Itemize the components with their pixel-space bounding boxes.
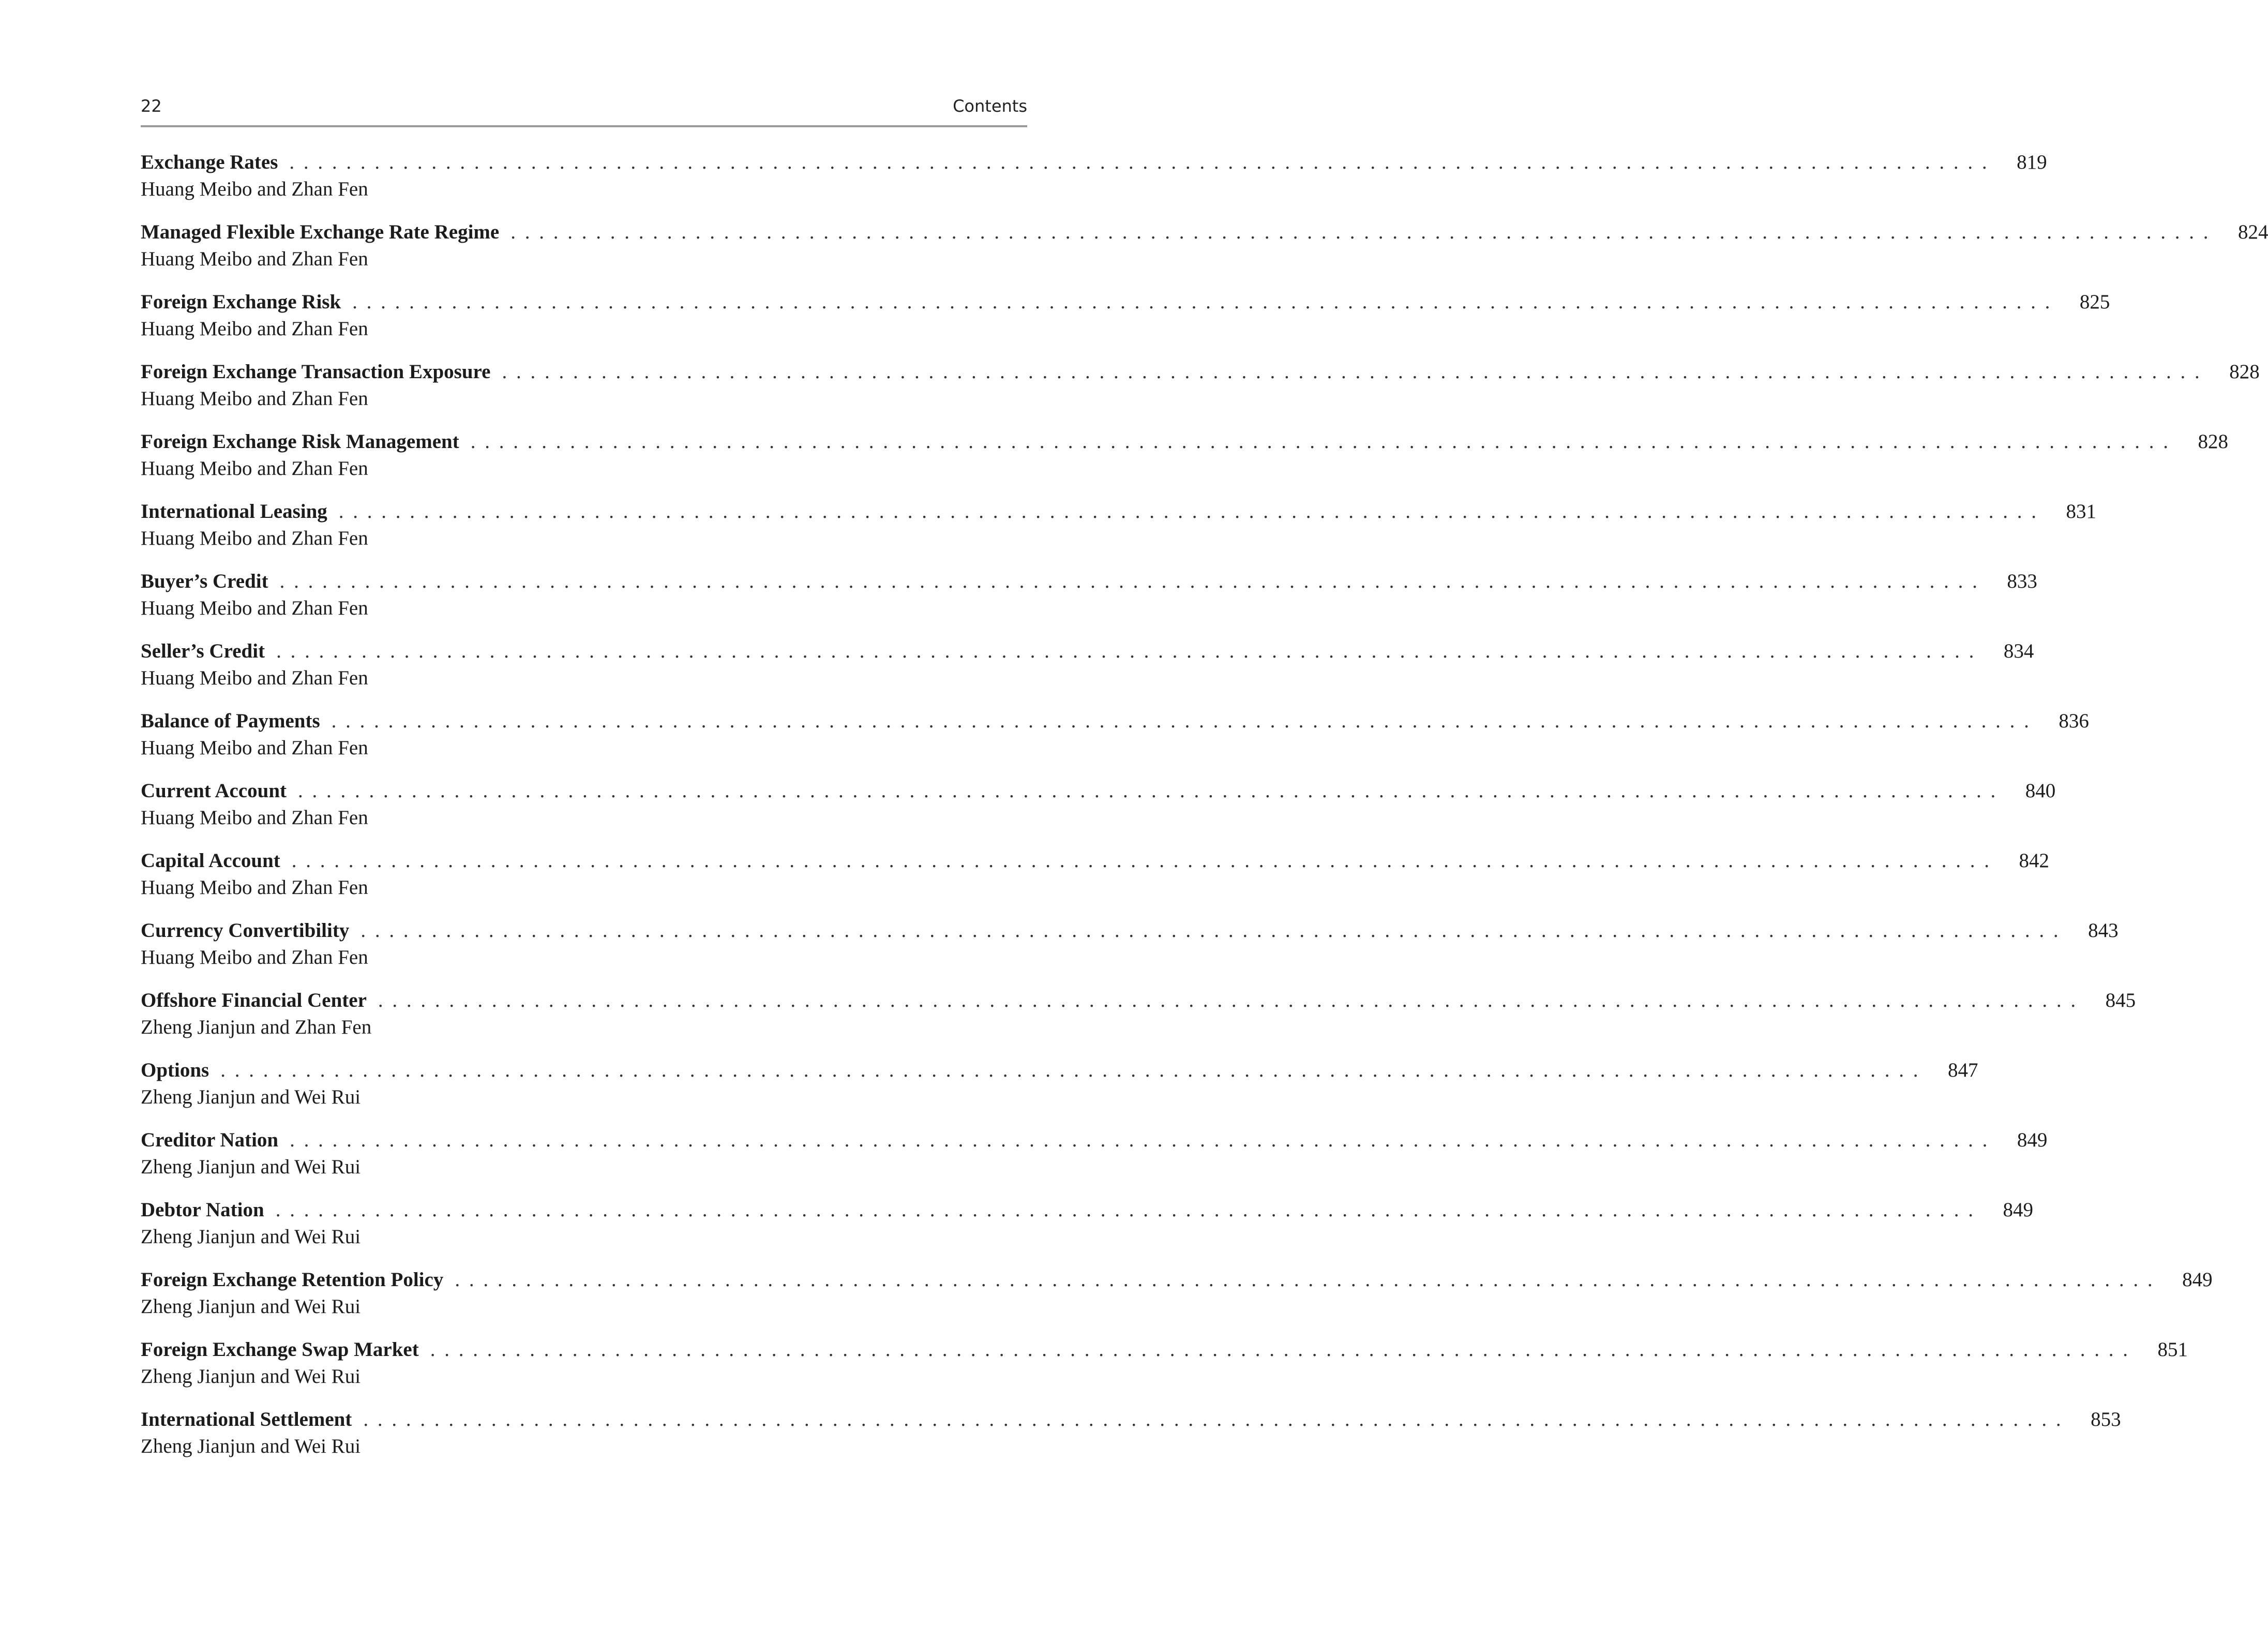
toc-entry-authors: Zheng Jianjun and Wei Rui: [141, 1156, 361, 1178]
toc-entry-page-number: 831: [2066, 500, 2097, 523]
toc-entry[interactable]: [141, 568, 2037, 638]
toc-entry-title: International Leasing: [141, 500, 327, 523]
section-title: Contents: [953, 96, 1027, 116]
toc-entry-page-number: 834: [2003, 640, 2034, 662]
dot-leader: . . . . . . . . . . . . . . . . . . . . . . . . . . . . . . . . . . . . . . . . . . . . . . . . . . . . . . . . . . . . . . . . . . . . . . . . . . . . . . . . . . . . . . . . . . . . . . . . . . . . . . . . . . . . . . . . . . . . . . . .: [290, 1129, 1990, 1151]
toc-entry[interactable]: [141, 1197, 2033, 1266]
toc-entry[interactable]: [141, 917, 2119, 987]
toc-entry-page-number: 825: [2079, 291, 2110, 313]
toc-entry[interactable]: [141, 638, 2034, 708]
toc-entry-title: Offshore Financial Center: [141, 989, 367, 1011]
toc-entry[interactable]: [141, 1057, 1978, 1127]
toc-entry-line: [141, 1336, 2188, 1363]
toc-entry-page-number: 836: [2059, 710, 2089, 732]
toc-entry-line: [141, 638, 2034, 665]
toc-entry-page-number: 851: [2157, 1338, 2188, 1361]
toc-entry-authors: Huang Meibo and Zhan Fen: [141, 667, 368, 689]
toc-entry-authors: Huang Meibo and Zhan Fen: [141, 387, 368, 410]
dot-leader: . . . . . . . . . . . . . . . . . . . . . . . . . . . . . . . . . . . . . . . . . . . . . . . . . . . . . . . . . . . . . . . . . . . . . . . . . . . . . . . . . . . . . . . . . . . . . . . . . . . . . . . . . . . . . . . . . . . . . . . .: [331, 710, 2031, 732]
toc-entry-authors: Zheng Jianjun and Wei Rui: [141, 1435, 361, 1457]
toc-entry-authors: Huang Meibo and Zhan Fen: [141, 597, 368, 619]
toc-entry-page-number: 849: [2017, 1129, 2048, 1151]
dot-leader: . . . . . . . . . . . . . . . . . . . . . . . . . . . . . . . . . . . . . . . . . . . . . . . . . . . . . . . . . . . . . . . . . . . . . . . . . . . . . . . . . . . . . . . . . . . . . . . . . . . . . . . . . . . . . . . . . . . . . . . .: [510, 221, 2211, 243]
toc-entry-authors: Huang Meibo and Zhan Fen: [141, 318, 368, 340]
toc-entry-page-number: 849: [2182, 1269, 2213, 1291]
toc-entry-line: [141, 1057, 1978, 1084]
toc-entry-title: Balance of Payments: [141, 710, 320, 732]
dot-leader: . . . . . . . . . . . . . . . . . . . . . . . . . . . . . . . . . . . . . . . . . . . . . . . . . . . . . . . . . . . . . . . . . . . . . . . . . . . . . . . . . . . . . . . . . . . . . . . . . . . . . . . . . . . . . . . . . . . . . . . .: [378, 989, 2078, 1011]
toc-entry-page-number: 842: [2019, 849, 2050, 872]
toc-entry-line: [141, 359, 2260, 385]
toc-entry-line: [141, 428, 2228, 455]
toc-entry[interactable]: [141, 1336, 2188, 1406]
dot-leader: . . . . . . . . . . . . . . . . . . . . . . . . . . . . . . . . . . . . . . . . . . . . . . . . . . . . . . . . . . . . . . . . . . . . . . . . . . . . . . . . . . . . . . . . . . . . . . . . . . . . . . . . . . . . . . . . . . . . . . . .: [338, 500, 2039, 523]
toc-entry-title: Exchange Rates: [141, 151, 278, 173]
toc-entry-page-number: 824: [2237, 221, 2268, 243]
toc-entry[interactable]: [141, 359, 2260, 428]
toc-entry-page-number: 840: [2025, 780, 2056, 802]
toc-entry-authors: Huang Meibo and Zhan Fen: [141, 737, 368, 759]
dot-leader: . . . . . . . . . . . . . . . . . . . . . . . . . . . . . . . . . . . . . . . . . . . . . . . . . . . . . . . . . . . . . . . . . . . . . . . . . . . . . . . . . . . . . . . . . . . . . . . . . . . . . . . . . . . . . . . . . . . . . . . .: [220, 1059, 1920, 1081]
toc-entry-line: [141, 917, 2119, 944]
toc-entry[interactable]: [141, 149, 2047, 219]
toc-entry[interactable]: [141, 987, 2136, 1057]
toc-entry[interactable]: [141, 778, 2056, 847]
dot-leader: . . . . . . . . . . . . . . . . . . . . . . . . . . . . . . . . . . . . . . . . . . . . . . . . . . . . . . . . . . . . . . . . . . . . . . . . . . . . . . . . . . . . . . . . . . . . . . . . . . . . . . . . . . . . . . . . . . . . . . . .: [455, 1269, 2155, 1291]
dot-leader: . . . . . . . . . . . . . . . . . . . . . . . . . . . . . . . . . . . . . . . . . . . . . . . . . . . . . . . . . . . . . . . . . . . . . . . . . . . . . . . . . . . . . . . . . . . . . . . . . . . . . . . . . . . . . . . . . . . . . . . .: [275, 1199, 1975, 1221]
toc-entry[interactable]: [141, 1406, 2121, 1476]
toc-entry[interactable]: [141, 498, 2097, 568]
toc-entry-authors: Zheng Jianjun and Wei Rui: [141, 1365, 361, 1388]
toc-entry-authors: Zheng Jianjun and Zhan Fen: [141, 1016, 372, 1038]
dot-leader: . . . . . . . . . . . . . . . . . . . . . . . . . . . . . . . . . . . . . . . . . . . . . . . . . . . . . . . . . . . . . . . . . . . . . . . . . . . . . . . . . . . . . . . . . . . . . . . . . . . . . . . . . . . . . . . . . . . . . . . .: [279, 570, 1979, 592]
toc-entry-title: Foreign Exchange Transaction Exposure: [141, 361, 491, 383]
dot-leader: . . . . . . . . . . . . . . . . . . . . . . . . . . . . . . . . . . . . . . . . . . . . . . . . . . . . . . . . . . . . . . . . . . . . . . . . . . . . . . . . . . . . . . . . . . . . . . . . . . . . . . . . . . . . . . . . . . . . . . . .: [352, 291, 2052, 313]
toc-entry-authors: Huang Meibo and Zhan Fen: [141, 876, 368, 899]
toc-entry-title: Foreign Exchange Risk: [141, 291, 341, 313]
dot-leader: . . . . . . . . . . . . . . . . . . . . . . . . . . . . . . . . . . . . . . . . . . . . . . . . . . . . . . . . . . . . . . . . . . . . . . . . . . . . . . . . . . . . . . . . . . . . . . . . . . . . . . . . . . . . . . . . . . . . . . . .: [361, 919, 2061, 942]
dot-leader: . . . . . . . . . . . . . . . . . . . . . . . . . . . . . . . . . . . . . . . . . . . . . . . . . . . . . . . . . . . . . . . . . . . . . . . . . . . . . . . . . . . . . . . . . . . . . . . . . . . . . . . . . . . . . . . . . . . . . . . .: [298, 780, 1998, 802]
header-rule: [141, 125, 1027, 127]
toc-entry-authors: Huang Meibo and Zhan Fen: [141, 457, 368, 480]
toc-entry-page-number: 828: [2198, 430, 2228, 453]
toc-entry-page-number: 828: [2229, 361, 2260, 383]
toc-entry-authors: Zheng Jianjun and Wei Rui: [141, 1295, 361, 1318]
toc-entry-line: [141, 498, 2097, 525]
toc-entry-title: International Settlement: [141, 1408, 352, 1430]
dot-leader: . . . . . . . . . . . . . . . . . . . . . . . . . . . . . . . . . . . . . . . . . . . . . . . . . . . . . . . . . . . . . . . . . . . . . . . . . . . . . . . . . . . . . . . . . . . . . . . . . . . . . . . . . . . . . . . . . . . . . . . .: [430, 1338, 2130, 1361]
toc-entry[interactable]: [141, 708, 2089, 778]
toc-entry-page-number: 849: [2003, 1199, 2033, 1221]
toc-entry-title: Capital Account: [141, 849, 280, 872]
toc-entry-line: [141, 568, 2037, 595]
dot-leader: . . . . . . . . . . . . . . . . . . . . . . . . . . . . . . . . . . . . . . . . . . . . . . . . . . . . . . . . . . . . . . . . . . . . . . . . . . . . . . . . . . . . . . . . . . . . . . . . . . . . . . . . . . . . . . . . . . . . . . . .: [363, 1408, 2063, 1430]
toc-entry[interactable]: [141, 1266, 2213, 1336]
toc-entry-title: Managed Flexible Exchange Rate Regime: [141, 221, 500, 243]
toc-entry-line: [141, 219, 2268, 246]
toc-entry-authors: Huang Meibo and Zhan Fen: [141, 807, 368, 829]
dot-leader: . . . . . . . . . . . . . . . . . . . . . . . . . . . . . . . . . . . . . . . . . . . . . . . . . . . . . . . . . . . . . . . . . . . . . . . . . . . . . . . . . . . . . . . . . . . . . . . . . . . . . . . . . . . . . . . . . . . . . . . .: [276, 640, 1976, 662]
toc-entry-line: [141, 987, 2136, 1014]
toc-entry-page-number: 853: [2091, 1408, 2121, 1430]
toc-entry-line: [141, 1197, 2033, 1224]
dot-leader: . . . . . . . . . . . . . . . . . . . . . . . . . . . . . . . . . . . . . . . . . . . . . . . . . . . . . . . . . . . . . . . . . . . . . . . . . . . . . . . . . . . . . . . . . . . . . . . . . . . . . . . . . . . . . . . . . . . . . . . .: [291, 849, 1992, 872]
toc-entry-authors: Huang Meibo and Zhan Fen: [141, 248, 368, 270]
page-number: 22: [141, 96, 162, 116]
toc-entry-title: Seller’s Credit: [141, 640, 265, 662]
toc-entry-authors: Huang Meibo and Zhan Fen: [141, 946, 368, 968]
dot-leader: . . . . . . . . . . . . . . . . . . . . . . . . . . . . . . . . . . . . . . . . . . . . . . . . . . . . . . . . . . . . . . . . . . . . . . . . . . . . . . . . . . . . . . . . . . . . . . . . . . . . . . . . . . . . . . . . . . . . . . . .: [470, 430, 2170, 453]
toc-entry[interactable]: [141, 1127, 2048, 1197]
toc-entry[interactable]: [141, 428, 2228, 498]
toc-entry-page-number: 847: [1947, 1059, 1978, 1081]
toc-entry-line: [141, 778, 2056, 804]
toc-entry-title: Buyer’s Credit: [141, 570, 268, 592]
dot-leader: . . . . . . . . . . . . . . . . . . . . . . . . . . . . . . . . . . . . . . . . . . . . . . . . . . . . . . . . . . . . . . . . . . . . . . . . . . . . . . . . . . . . . . . . . . . . . . . . . . . . . . . . . . . . . . . . . . . . . . . .: [289, 151, 1989, 173]
toc-entry-page-number: 843: [2088, 919, 2119, 942]
toc-entry-line: [141, 149, 2047, 176]
toc-entry[interactable]: [141, 847, 2050, 917]
toc-entry-authors: Zheng Jianjun and Wei Rui: [141, 1086, 361, 1108]
toc-entry-title: Debtor Nation: [141, 1199, 264, 1221]
toc-entry-title: Options: [141, 1059, 209, 1081]
toc-entry-title: Foreign Exchange Risk Management: [141, 430, 459, 453]
toc-entry-authors: Huang Meibo and Zhan Fen: [141, 178, 368, 200]
toc-entry-line: [141, 847, 2050, 874]
toc-entry-line: [141, 289, 2110, 316]
toc-entry-page-number: 819: [2017, 151, 2047, 173]
toc-entry-line: [141, 1266, 2213, 1293]
toc-entry-authors: Zheng Jianjun and Wei Rui: [141, 1226, 361, 1248]
toc-entry-line: [141, 1127, 2048, 1154]
toc-entry-page-number: 845: [2105, 989, 2136, 1011]
toc-entry-title: Creditor Nation: [141, 1129, 279, 1151]
toc-entry[interactable]: [141, 219, 2268, 289]
toc-entry[interactable]: [141, 289, 2110, 359]
table-of-contents: [141, 149, 2268, 1476]
toc-entry-title: Currency Convertibility: [141, 919, 350, 942]
toc-entry-title: Foreign Exchange Retention Policy: [141, 1269, 444, 1291]
toc-entry-page-number: 833: [2007, 570, 2037, 592]
toc-entry-line: [141, 1406, 2121, 1433]
running-head: [141, 93, 1027, 118]
dot-leader: . . . . . . . . . . . . . . . . . . . . . . . . . . . . . . . . . . . . . . . . . . . . . . . . . . . . . . . . . . . . . . . . . . . . . . . . . . . . . . . . . . . . . . . . . . . . . . . . . . . . . . . . . . . . . . . . . . . . . . . .: [502, 361, 2202, 383]
toc-entry-authors: Huang Meibo and Zhan Fen: [141, 527, 368, 549]
toc-entry-title: Foreign Exchange Swap Market: [141, 1338, 419, 1361]
toc-entry-title: Current Account: [141, 780, 287, 802]
toc-entry-line: [141, 708, 2089, 735]
